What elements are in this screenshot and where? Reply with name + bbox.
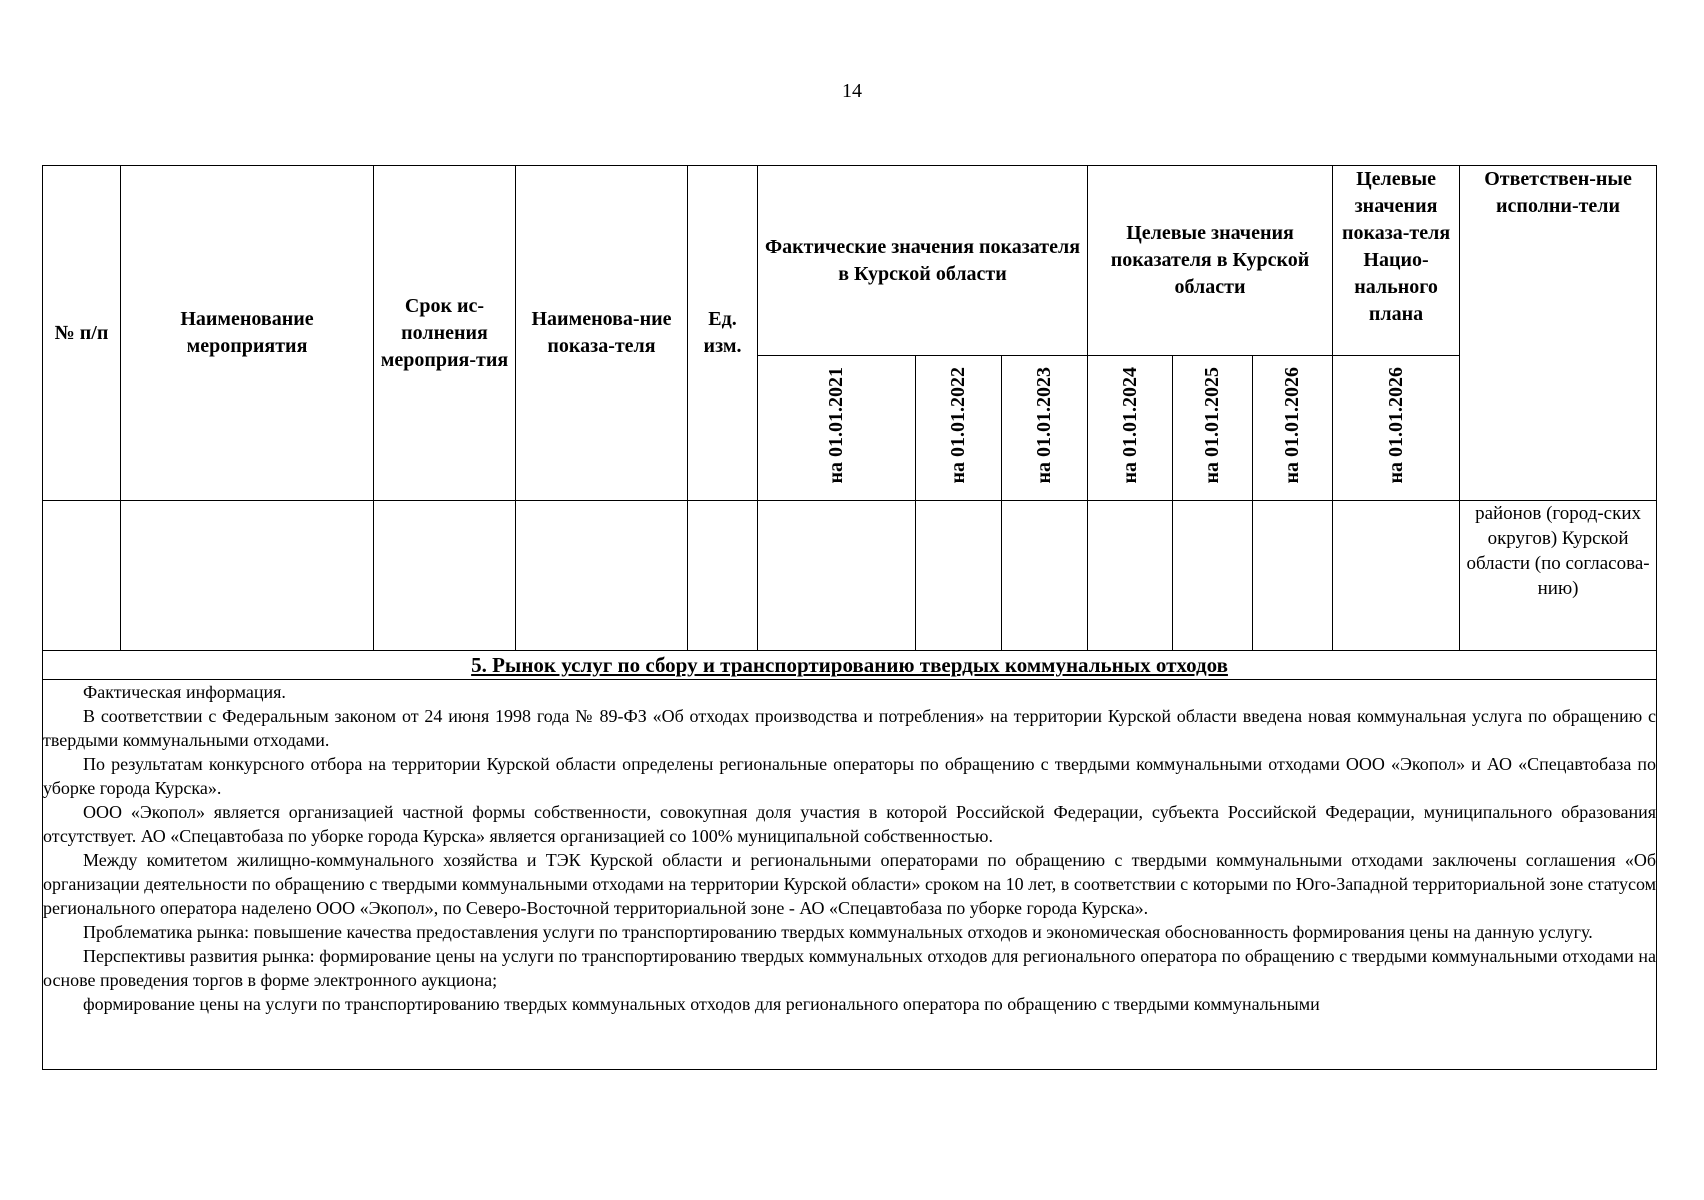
paragraph: ООО «Экопол» является организацией частной формы собственности, совокупная доля участия в которой Российской Федерации, субъекта Российской Федерации, муниципального образования отсутствует. АО «Спецавтобаза по уборке города Курска» является организацией со 100% муниципальной собственностью. xyxy=(43,802,1657,846)
cell-responsible: районов (город-ских округов) Курской области (по согласова-нию) xyxy=(1460,501,1657,651)
header-row-1 xyxy=(43,166,1657,356)
cell-num xyxy=(43,501,121,651)
cell-actual-2021 xyxy=(758,501,916,651)
date-label: на 01.01.2023 xyxy=(1033,367,1055,484)
section-content xyxy=(43,680,1657,1070)
cell-deadline xyxy=(374,501,516,651)
date-cell-actual-2021 xyxy=(758,356,916,501)
header-unit: Ед. изм. xyxy=(688,166,758,501)
cell-target-2026 xyxy=(1253,501,1333,651)
paragraph: Перспективы развития рынка: формирование цены на услуги по транспортированию твердых коммунальных отходов для регионального оператора по обращению с твердыми коммунальными отходами на основе проведения торгов в форме электронного аукциона; xyxy=(43,946,1657,990)
paragraph: В соответствии с Федеральным законом от 24 июня 1998 года № 89-ФЗ «Об отходах производства и потребления» на территории Курской области введена новая коммунальная услуга по обращению с твердыми коммунальными отходами. xyxy=(43,706,1657,750)
cell-unit xyxy=(688,501,758,651)
paragraph: По результатам конкурсного отбора на территории Курской области определены региональные операторы по обращению с твердыми коммунальными отходами ООО «Экопол» и АО «Спецавтобаза по уборке города Курска». xyxy=(43,754,1657,798)
paragraph: формирование цены на услуги по транспортированию твердых коммунальных отходов для регионального оператора по обращению с твердыми коммунальными xyxy=(83,994,1320,1014)
header-indicator-name: Наименова-ние показа-теля xyxy=(516,166,688,501)
cell-target-2025 xyxy=(1173,501,1253,651)
date-label: на 01.01.2025 xyxy=(1201,367,1224,484)
header-target-values: Целевые значения показателя в Курской области xyxy=(1088,166,1333,356)
header-deadline: Срок ис-полнения мероприя-тия xyxy=(374,166,516,501)
header-national-values: Целевые значения показа-теля Нацио-нального плана xyxy=(1333,166,1460,356)
header-responsible: Ответствен-ные исполни-тели xyxy=(1460,166,1657,501)
cell-indicator-name xyxy=(516,501,688,651)
date-label: на 01.01.2026 xyxy=(1384,367,1407,484)
section-title xyxy=(43,651,1657,680)
cell-event-name xyxy=(121,501,374,651)
date-label: на 01.01.2026 xyxy=(1281,367,1304,484)
date-cell-actual-2023 xyxy=(1002,356,1088,501)
header-event-name: Наименование мероприятия xyxy=(121,166,374,501)
cell-target-2024 xyxy=(1088,501,1173,651)
cell-actual-2022 xyxy=(916,501,1002,651)
date-cell-national-2026 xyxy=(1333,356,1460,501)
date-cell-target-2024 xyxy=(1088,356,1173,501)
header-actual-values: Фактические значения показателя в Курской области xyxy=(758,166,1088,356)
date-label: на 01.01.2024 xyxy=(1118,367,1141,484)
paragraph: Фактическая информация. xyxy=(83,682,286,702)
section-row xyxy=(43,651,1657,680)
paragraph: Между комитетом жилищно-коммунального хозяйства и ТЭК Курской области и региональными операторами по обращению с твердыми коммунальными отходами заключены соглашения «Об организации деятельности по обращению с твердыми коммунальными отходами на территории Курской области» сроком на 10 лет, в соответствии с которыми по Юго-Западной территориальной зоне статусом регионального оператора наделено ООО «Экопол», по Северо-Восточной территориальной зоне - АО «Спецавтобаза по уборке города Курска». xyxy=(43,850,1657,918)
date-label: на 01.01.2022 xyxy=(947,367,969,484)
date-label: на 01.01.2021 xyxy=(825,367,847,484)
header-num: № п/п xyxy=(43,166,121,501)
date-cell-actual-2022 xyxy=(916,356,1002,501)
cell-actual-2023 xyxy=(1002,501,1088,651)
page-number: 14 xyxy=(842,80,862,102)
date-cell-target-2026 xyxy=(1253,356,1333,501)
paragraph: Проблематика рынка: повышение качества предоставления услуги по транспортированию твердых коммунальных отходов и экономическая обоснованность формирования цены на данную услугу. xyxy=(83,922,1593,942)
indicators-table xyxy=(42,165,1657,1070)
section-title-text: 5. Рынок услуг по сбору и транспортированию твердых коммунальных отходов xyxy=(471,652,1228,677)
content-row xyxy=(43,680,1657,1070)
date-cell-target-2025 xyxy=(1173,356,1253,501)
cell-national-2026 xyxy=(1333,501,1460,651)
table-row xyxy=(43,501,1657,651)
